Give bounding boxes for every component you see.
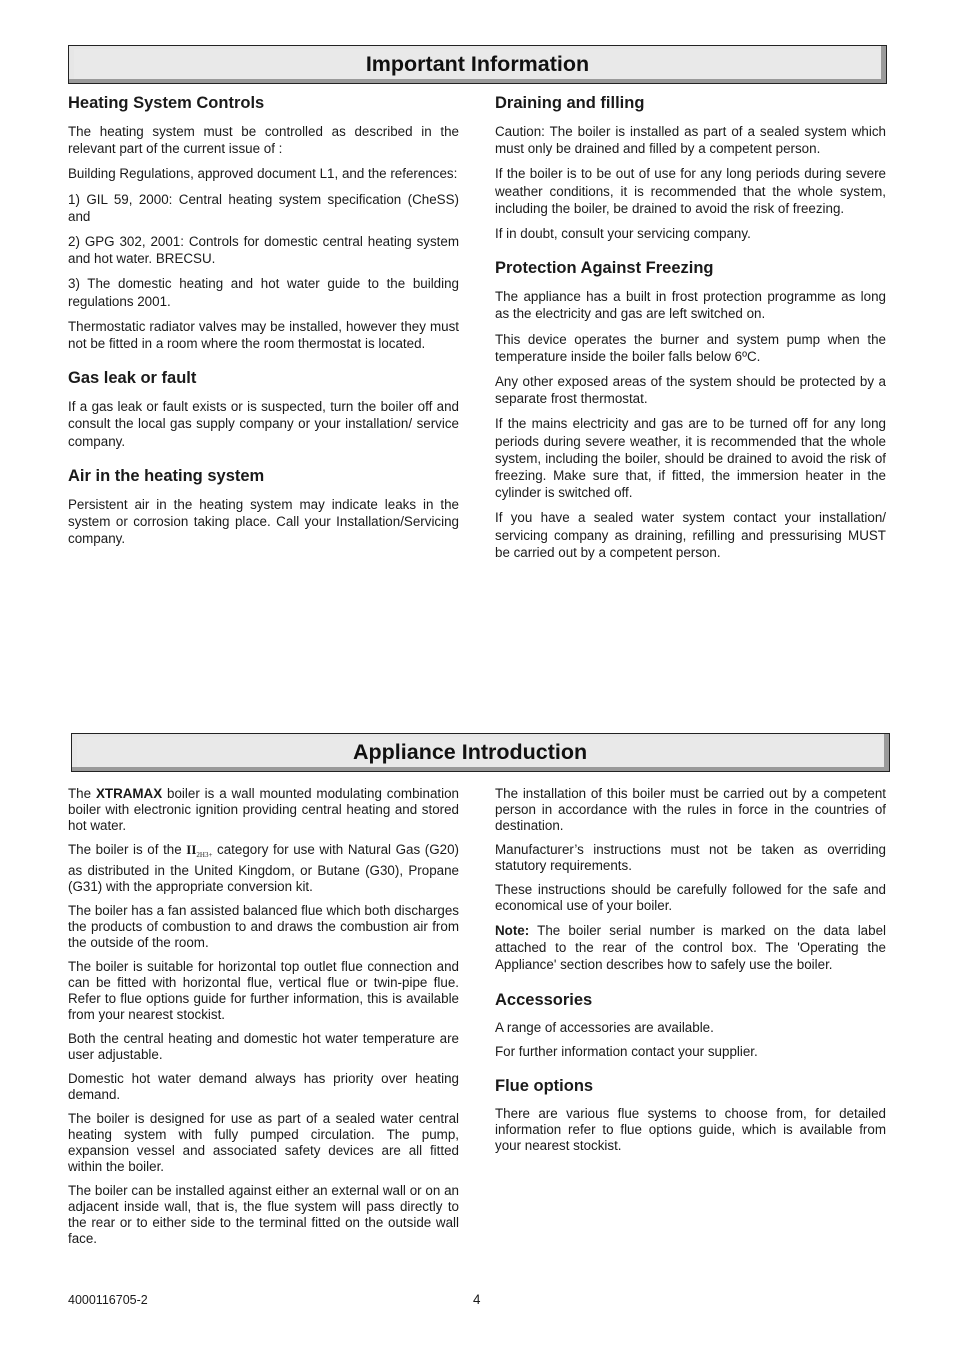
appliance-introduction-banner	[71, 733, 890, 772]
appliance-intro-right-column	[495, 786, 886, 1162]
important-info-left-column	[68, 93, 459, 555]
paragraph: 2) GPG 302, 2001: Controls for domestic central heating system and hot water. BRECSU.	[68, 234, 459, 267]
gas-category: $II_{2H3+}$	[186, 842, 213, 859]
paragraph: Manufacturer’s instructions must not be taken as overriding statutory requirements.	[495, 842, 886, 873]
paragraph: Any other exposed areas of the system should be protected by a separate frost thermostat.	[495, 374, 886, 407]
paragraph: The appliance has a built in frost protection programme as long as the electricity and gas are left switched on.	[495, 289, 886, 322]
paragraph: 1) GIL 59, 2000: Central heating system specification (CheSS) and	[68, 191, 459, 224]
paragraph: 3) The domestic heating and hot water guide to the building regulations 2001.	[68, 276, 459, 309]
section-title: Important Information	[365, 51, 590, 76]
paragraph: Persistent air in the heating system may indicate leaks in the system or corrosion taking place. Call your Installation/Servicing company.	[68, 496, 459, 547]
section-title: Appliance Introduction	[353, 739, 588, 764]
note-label: Note:	[495, 923, 530, 938]
heading-heating-system-controls: Heating System Controls	[68, 94, 265, 112]
paragraph: The installation of this boiler must be carried out by a competent person in accordance with the rules in force in the countries of destination.	[495, 786, 886, 833]
important-information-banner	[68, 45, 887, 84]
paragraph: These instructions should be carefully followed for the safe and economical use of your boiler.	[495, 882, 886, 913]
paragraph: This device operates the burner and system pump when the temperature inside the boiler falls below 6ºC.	[495, 331, 886, 364]
paragraph: If you have a sealed water system contact your installation/ servicing company as draining, refilling and pressurising MUST be carried out by a competent person.	[495, 510, 886, 560]
heading-protection-freezing: Protection Against Freezing	[495, 259, 714, 278]
paragraph: If in doubt, consult your servicing company.	[495, 226, 751, 242]
important-info-right-column	[495, 93, 886, 569]
paragraph: For further information contact your supplier.	[495, 1043, 758, 1059]
heading-flue-options: Flue options	[495, 1076, 594, 1095]
paragraph: A range of accessories are available.	[495, 1019, 714, 1035]
paragraph: If a gas leak or fault exists or is suspected, turn the boiler off and consult the local gas supply company or your installation/ service company.	[68, 399, 459, 449]
paragraph: There are various flue systems to choose from, for detailed information refer to flue options guide, which is available from your nearest stockist.	[495, 1105, 886, 1153]
paragraph: Caution: The boiler is installed as part of a sealed system which must only be drained and filled by a competent person.	[495, 124, 886, 157]
paragraph: If the mains electricity and gas are to be turned off for any long periods during severe weather, it is recommended that the whole system, including the boiler, should be drained to avoid the risk of freezing. Make sure that, if fitted, the immersion heater in the cylinder is switched off.	[495, 416, 886, 501]
heading-air-in-system: Air in the heating system	[68, 466, 265, 485]
paragraph: Note: The boiler serial number is marked on the data label attached to the rear of the control box. The 'Operating the Appliance' section describes how to safely use the boiler.	[495, 923, 886, 973]
paragraph: If the boiler is to be out of use for any long periods during severe weather conditions, it is recommended that the whole system, including the boiler, be drained to avoid the risk of freezing.	[495, 166, 886, 216]
heading-draining-filling: Draining and filling	[495, 94, 645, 112]
brand-name: XTRAMAX	[95, 786, 163, 801]
paragraph: Both the central heating and domestic hot water temperature are user adjustable.	[68, 1031, 459, 1062]
paragraph: The boiler is suitable for horizontal top outlet flue connection and can be fitted with horizontal flue, vertical flue or twin-pipe flue. Refer to flue options guide for further information, this is available from your nearest stockist.	[68, 959, 459, 1022]
appliance-intro-left-column	[68, 786, 459, 1255]
heading-gas-leak: Gas leak or fault	[68, 369, 197, 388]
heading-accessories: Accessories	[495, 990, 593, 1009]
paragraph: The XTRAMAX boiler is a wall mounted modulating combination boiler with electronic ignition providing central heating and stored hot water.	[68, 786, 459, 833]
paragraph: The boiler is designed for use as part of a sealed water central heating system with fully pumped circulation. The pump, expansion vessel and associated safety devices are all fitted within the boiler.	[68, 1111, 459, 1174]
paragraph: Domestic hot water demand always has priority over heating demand.	[68, 1071, 459, 1102]
paragraph: The heating system must be controlled as described in the relevant part of the current issue of :	[68, 124, 459, 157]
document-number: 4000116705-2	[68, 1293, 148, 1307]
paragraph: Building Regulations, approved document L1, and the references:	[68, 166, 458, 182]
paragraph: Thermostatic radiator valves may be installed, however they must not be fitted in a room where the room thermostat is located.	[68, 318, 459, 352]
paragraph: The boiler is of the $II_{2H3+}$ category for use with Natural Gas (G20) as distributed in the United Kingdom, or Butane (G30), Propane (G31) with the appropriate conversion kit.	[68, 842, 459, 894]
paragraph: The boiler has a fan assisted balanced flue which both discharges the products of combustion to and draws the combustion air from the outside of the room.	[68, 903, 459, 950]
paragraph: The boiler can be installed against either an external wall or on an adjacent inside wall, that is, the flue system will pass directly to the rear or to either side to the terminal fitted on the outside wall face.	[68, 1183, 459, 1246]
page-number: 4	[473, 1292, 481, 1307]
